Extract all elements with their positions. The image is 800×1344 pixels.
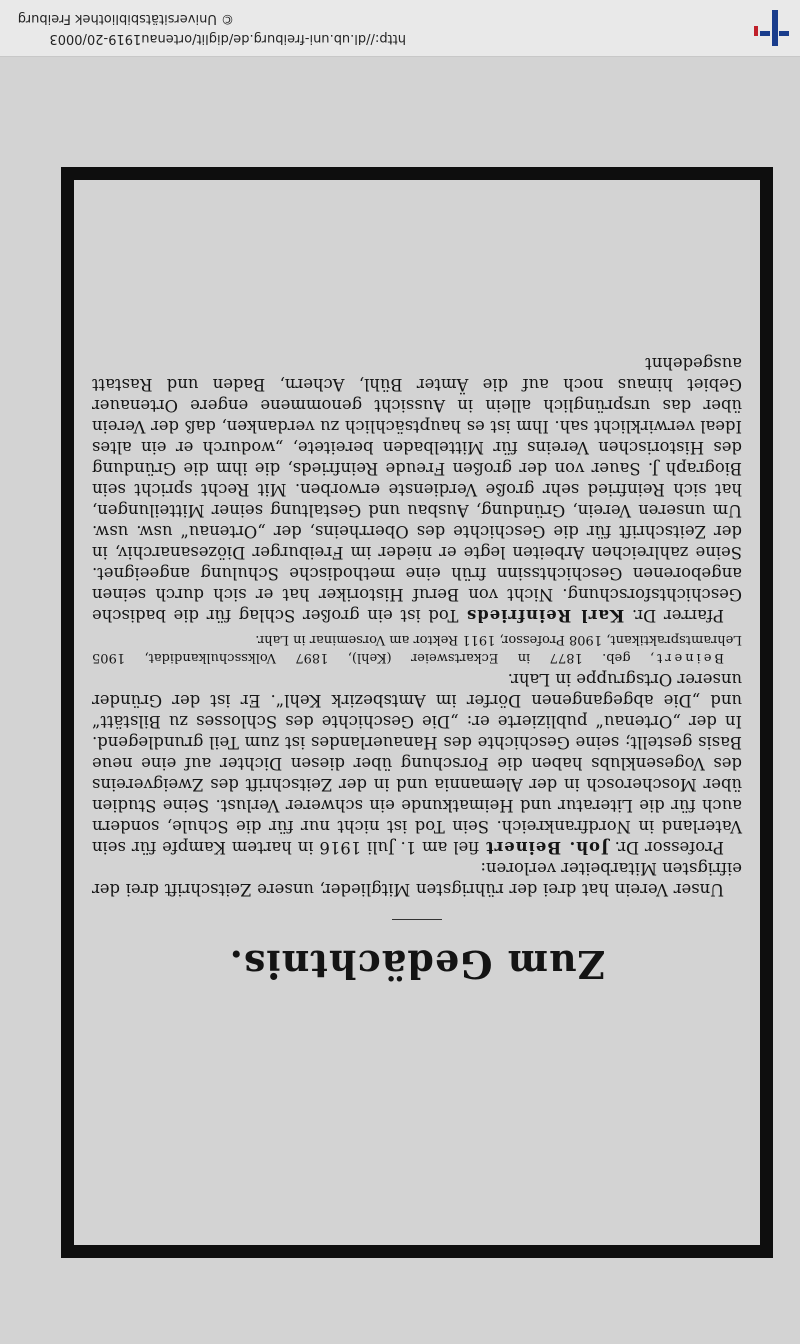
beinert-paragraph (92, 669, 742, 858)
reinfried-name: Karl Reinfrieds (466, 606, 625, 625)
page-heading: Zum Gedächtnis. (228, 942, 606, 987)
reinfried-text: Tod ist ein großer Schlag für die badische Geschichtsforschung. Nicht von Beruf Historiker hat er sich durch seinen angeborenen Geschichtssinn früh eine methodische Schulung angeeignet. Seine zahlreichen Arbeiten legte er nieder im Freiburger Diözesanarchiv, in der Zeitschrift für die Geschichte des Oberrheins, der „Ortenau“ usw. usw. Um unseren Verein, Gründung, Ausbau und Gestaltung seiner Mitteilungen, hat sich Reinfried sehr große Verdienste erworben. Mit Recht spricht sein Biograph J. Sauer von der großen Freude Reinfrieds, die ihm die Gründung des Historischen Vereins für Mittelbaden bereitete, „wodurch er ein altes Ideal verwirklicht sah. Ihm ist es hauptsächlich zu verdanken, daß der Verein über das ursprünglich allein in Aussicht genommene engere Ortenauer Gebiet hinaus noch auf die Ämter Bühl, Achern, Baden und Rastatt ausgedehnt (92, 354, 742, 625)
reinfried-title: Pfarrer Dr. (624, 606, 724, 625)
intro-paragraph: Unser Verein hat drei der rührigsten Mitglieder, unsere Zeitschrift drei der eifrigsten Mitarbeiter verloren: (92, 859, 742, 899)
viewer-footer-bar (0, 0, 800, 57)
source-url-link[interactable]: http://dl.ub.uni-freiburg.de/diglit/ortenau1919-20/0003 (49, 31, 406, 46)
beinert-title: Professor Dr. (608, 838, 724, 857)
ub-freiburg-logo-icon (752, 8, 792, 48)
beinert-note-text: , geb. 1877 in Eckartsweier (Kehl), 1897 Volksschulkandidat, 1905 Lehramtspraktikant, 1908 Professor, 1911 Rektor am Vorseminar in Lahr. (92, 632, 742, 665)
obituary-text (92, 353, 742, 900)
beinert-text: fiel am 1. Juli 1916 in hartem Kampfe für sein Vaterland in Nordfrankreich. Sein Tod ist nicht nur für die Schule, sondern auch für die Literatur und Heimatkunde ein schwerer Verlust. Seine Studien über Moscherosch in der Alemannia und in der Zeitschrift des Zweigvereins des Vogesenklubs haben die Forschung über diesen Dichter auf eine neue Basis gestellt; seine Geschichte des Hanauerlandes ist zum Teil grundlegend. In der „Ortenau“ publizierte er: „Die Geschichte des Schlosses zu Bilstätt“ und „Die abgegangenen Dörfer im Amtsbezirk Kehl“. Er ist der Gründer unserer Ortsgruppe in Lahr. (91, 670, 742, 857)
heading-divider (392, 919, 442, 920)
black-mourning-border (61, 167, 773, 1258)
scanned-page (0, 57, 800, 1344)
beinert-name: Joh. Beinert (485, 838, 609, 857)
beinert-note-name: Beinert (654, 650, 724, 665)
copyright-notice: © Universitätsbibliothek Freiburg (17, 11, 234, 26)
beinert-biographical-note (92, 630, 742, 666)
reinfried-paragraph (92, 353, 742, 626)
